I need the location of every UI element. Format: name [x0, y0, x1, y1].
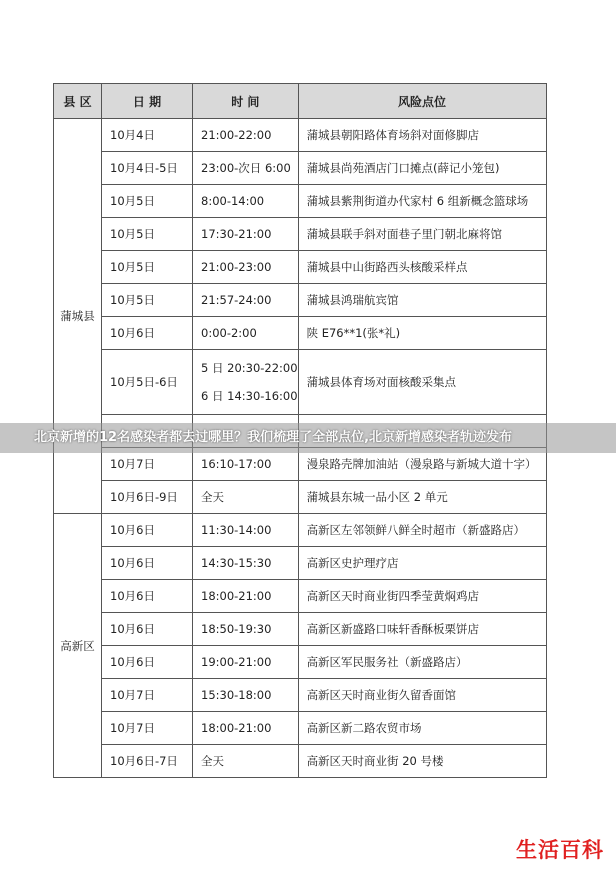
date-cell: 10月4日-5日 [102, 152, 193, 185]
time-cell [193, 646, 299, 679]
time-value: 16:10-17:00 [201, 457, 272, 471]
table-row [54, 679, 547, 712]
time-value: 全天 [201, 754, 224, 768]
table-row [54, 119, 547, 152]
date-cell: 10月6日 [102, 317, 193, 350]
time-value: 8:00-14:00 [201, 194, 265, 208]
time-value: 21:57-24:00 [201, 293, 272, 307]
table-header-row [54, 84, 547, 119]
time-value: 21:00-22:00 [201, 128, 272, 142]
time-cell [193, 218, 299, 251]
time-value: 5 日 20:30-22:00 [201, 361, 298, 375]
time-value: 14:30-15:30 [201, 556, 272, 570]
time-value: 15:30-18:00 [201, 688, 272, 702]
location-cell: 蒲城县尚苑酒店门口摊点(薛记小笼包) [298, 152, 546, 185]
date-cell: 10月7日 [102, 712, 193, 745]
date-cell: 10月6日 [102, 613, 193, 646]
time-value: 6 日 14:30-16:00 [201, 389, 298, 403]
location-cell: 陕 E76**1(张*礼) [298, 317, 546, 350]
date-cell: 10月5日-6日 [102, 350, 193, 415]
time-value: 11:30-14:00 [201, 523, 272, 537]
time-value: 18:00-21:00 [201, 721, 272, 735]
date-cell: 10月5日 [102, 284, 193, 317]
time-cell [193, 613, 299, 646]
table-row [54, 218, 547, 251]
date-cell: 10月5日 [102, 251, 193, 284]
table-row [54, 152, 547, 185]
header-date: 日 期 [102, 84, 193, 119]
time-cell [193, 119, 299, 152]
location-cell: 高新区军民服务社（新盛路店） [298, 646, 546, 679]
time-cell [193, 251, 299, 284]
location-cell: 蒲城县体育场对面核酸采集点 [298, 350, 546, 415]
table-row [54, 251, 547, 284]
table-row [54, 613, 547, 646]
location-cell: 高新区左邻领鲜八鲜全时超市（新盛路店） [298, 514, 546, 547]
date-cell: 10月6日 [102, 646, 193, 679]
time-value: 全天 [201, 490, 224, 504]
date-cell: 10月5日 [102, 185, 193, 218]
time-cell [193, 514, 299, 547]
location-cell: 高新区新盛路口味轩香酥板栗饼店 [298, 613, 546, 646]
time-cell [193, 547, 299, 580]
table-row [54, 745, 547, 778]
date-cell: 10月6日 [102, 580, 193, 613]
time-cell [193, 580, 299, 613]
county-cell: 高新区 [54, 514, 102, 778]
location-cell: 蒲城县中山街路西头核酸采样点 [298, 251, 546, 284]
date-cell: 10月6日-9日 [102, 481, 193, 514]
table-row [54, 514, 547, 547]
county-cell: 蒲城县 [54, 119, 102, 514]
table-row [54, 481, 547, 514]
time-cell [193, 481, 299, 514]
location-cell: 蒲城县朝阳路体育场斜对面修脚店 [298, 119, 546, 152]
time-value: 19:00-21:00 [201, 655, 272, 669]
location-cell: 高新区新二路农贸市场 [298, 712, 546, 745]
time-value: 0:00-2:00 [201, 326, 257, 340]
date-cell: 10月5日 [102, 218, 193, 251]
time-cell [193, 745, 299, 778]
table-row [54, 350, 547, 415]
date-cell: 10月7日 [102, 448, 193, 481]
time-cell [193, 712, 299, 745]
date-cell: 10月6日 [102, 547, 193, 580]
table-row [54, 317, 547, 350]
table-row [54, 547, 547, 580]
header-location: 风险点位 [298, 84, 546, 119]
table-row [54, 646, 547, 679]
watermark-logo: 生活百科 [516, 838, 604, 862]
time-cell [193, 284, 299, 317]
time-value: 23:00-次日 6:00 [201, 161, 291, 175]
date-cell: 10月6日 [102, 514, 193, 547]
time-value: 18:00-21:00 [201, 589, 272, 603]
header-time: 时 间 [193, 84, 299, 119]
time-value: 21:00-23:00 [201, 260, 272, 274]
time-cell [193, 185, 299, 218]
date-cell: 10月6日-7日 [102, 745, 193, 778]
header-county: 县 区 [54, 84, 102, 119]
time-value: 18:50-19:30 [201, 622, 272, 636]
time-cell [193, 152, 299, 185]
table-row [54, 580, 547, 613]
location-cell: 蒲城县联手斜对面巷子里门朝北麻将馆 [298, 218, 546, 251]
location-cell: 蒲城县东城一品小区 2 单元 [298, 481, 546, 514]
time-cell [193, 679, 299, 712]
time-cell [193, 350, 299, 415]
location-cell: 蒲城县鸿瑞航宾馆 [298, 284, 546, 317]
location-cell: 高新区天时商业街四季莹黄焖鸡店 [298, 580, 546, 613]
location-cell: 蒲城县紫荆街道办代家村 6 组新概念篮球场 [298, 185, 546, 218]
overlay-caption-banner: 北京新增的12名感染者都去过哪里？我们梳理了全部点位,北京新增感染者轨迹发布 [0, 423, 616, 453]
table-row [54, 284, 547, 317]
location-cell: 高新区史护理疗店 [298, 547, 546, 580]
table-row [54, 185, 547, 218]
location-cell: 高新区天时商业街 20 号楼 [298, 745, 546, 778]
time-cell [193, 317, 299, 350]
time-value: 17:30-21:00 [201, 227, 272, 241]
date-cell: 10月7日 [102, 679, 193, 712]
table-row [54, 712, 547, 745]
location-cell: 漫泉路壳牌加油站（漫泉路与新城大道十字） [298, 448, 546, 481]
location-cell: 高新区天时商业街久留香面馆 [298, 679, 546, 712]
date-cell: 10月4日 [102, 119, 193, 152]
